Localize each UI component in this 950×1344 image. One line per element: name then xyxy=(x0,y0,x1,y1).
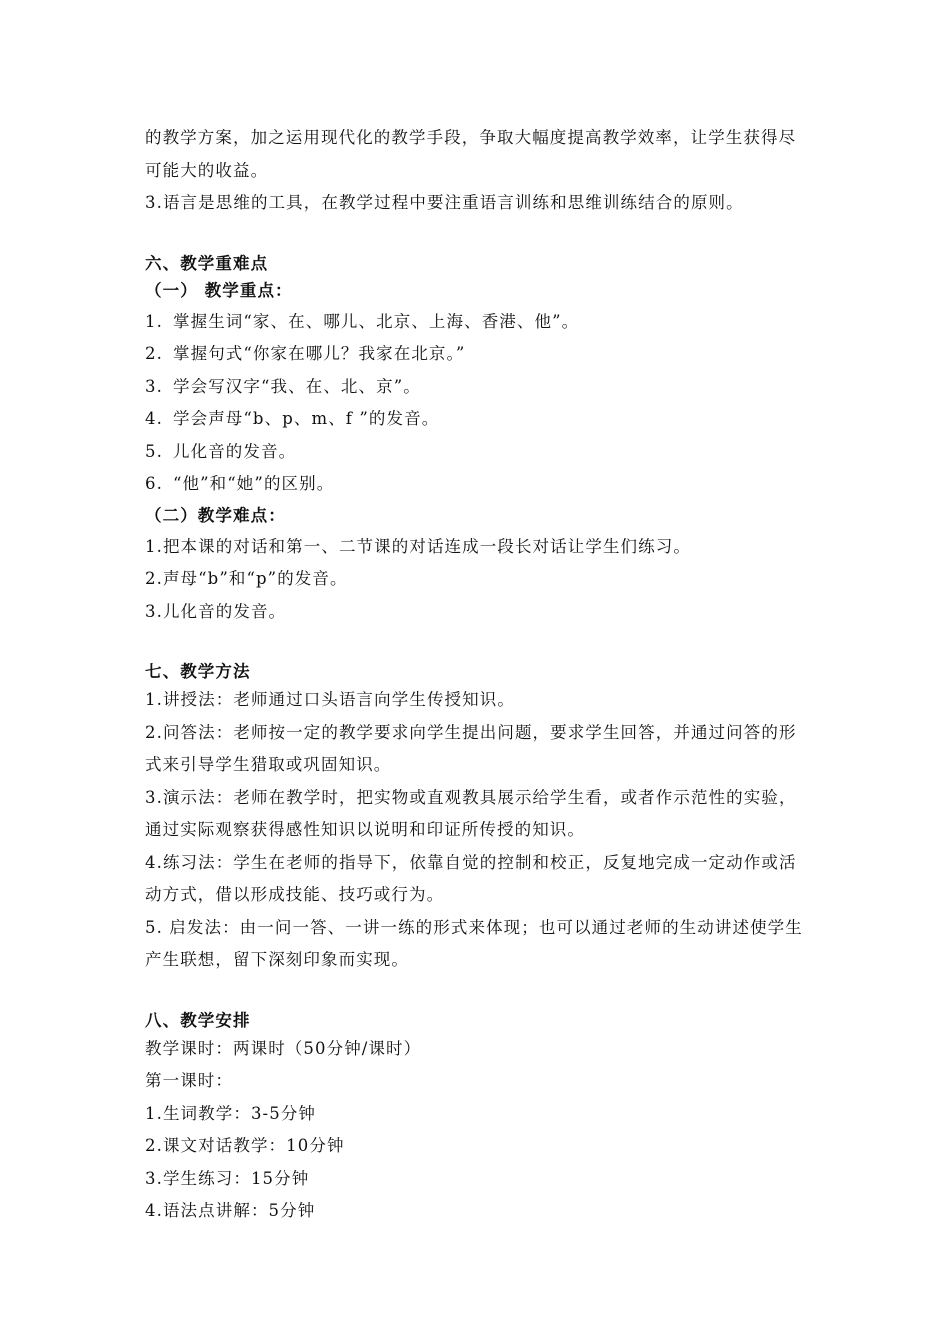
key-point-text: “他”和“她”的区别。 xyxy=(173,474,335,493)
difficult-point-item: 2.声母“b”和“p”的发音。 xyxy=(145,569,348,588)
key-point-number: 2. xyxy=(145,344,163,363)
method-item: 3.演示法：老师在教学时，把实物或直观教具展示给学生看，或者作示范性的实验，通过实际观察获得感性知识以说明和印证所传授的知识。 xyxy=(145,787,797,839)
key-points-list xyxy=(145,306,810,501)
schedule-item: 1.生词教学：3-5分钟 xyxy=(145,1103,317,1123)
section-6-title: 六、教学重难点 xyxy=(145,253,269,273)
key-point-number: 4. xyxy=(145,409,163,428)
key-point-item xyxy=(145,468,810,501)
key-points-title: （一） 教学重点： xyxy=(145,280,293,300)
section-8-title: 八、教学安排 xyxy=(145,1010,251,1030)
document-page xyxy=(145,122,810,1228)
key-point-text: 掌握生词“家、在、哪儿、北京、上海、香港、他”。 xyxy=(173,311,580,331)
class-hours: 教学课时：两课时（50分钟/课时） xyxy=(145,1038,422,1058)
key-point-number: 3. xyxy=(145,376,163,396)
key-point-number: 6. xyxy=(145,474,163,493)
section-7-title: 七、教学方法 xyxy=(145,662,251,681)
key-point-text: 学会声母“b、p、m、f ”的发音。 xyxy=(173,409,440,428)
method-item: 2.问答法：老师按一定的教学要求向学生提出问题，要求学生回答，并通过问答的形式来引导学生猎取或巩固知识。 xyxy=(145,722,797,774)
difficult-point-item: 1.把本课的对话和第一、二节课的对话连成一段长对话让学生们练习。 xyxy=(145,536,691,556)
difficult-point-item: 3.儿化音的发音。 xyxy=(145,601,287,621)
key-point-text: 掌握句式“你家在哪儿？我家在北京。” xyxy=(173,344,466,363)
key-point-text: 儿化音的发音。 xyxy=(173,441,297,461)
method-item: 4.练习法：学生在老师的指导下，依靠自觉的控制和校正，反复地完成一定动作或活动方式，借以形成技能、技巧或行为。 xyxy=(145,852,797,904)
method-item: 1.讲授法：老师通过口头语言向学生传授知识。 xyxy=(145,690,515,709)
schedule-item: 3.学生练习：15分钟 xyxy=(145,1168,310,1188)
schedule-item: 2.课文对话教学：10分钟 xyxy=(145,1136,345,1155)
key-point-number: 1. xyxy=(145,311,163,331)
key-point-item xyxy=(145,403,810,436)
key-point-item xyxy=(145,371,810,404)
key-point-number: 5. xyxy=(145,441,163,461)
schedule-item: 4.语法点讲解：5分钟 xyxy=(145,1201,316,1220)
key-point-item xyxy=(145,306,810,339)
method-item: 5. 启发法：由一问一答、一讲一练的形式来体现；也可以通过老师的生动讲述使学生产生联想，留下深刻印象而实现。 xyxy=(145,917,803,969)
key-point-text: 学会写汉字“我、在、北、京”。 xyxy=(173,376,421,396)
key-point-item xyxy=(145,338,810,371)
first-lesson-label: 第一课时： xyxy=(145,1071,233,1090)
intro-paragraph: 的教学方案，加之运用现代化的教学手段，争取大幅度提高教学效率，让学生获得尽可能大的收益。 xyxy=(145,128,797,180)
key-point-item xyxy=(145,436,810,469)
intro-item-3: 3.语言是思维的工具，在教学过程中要注重语言训练和思维训练结合的原则。 xyxy=(145,193,744,212)
difficult-points-title: （二）教学难点： xyxy=(145,505,286,525)
